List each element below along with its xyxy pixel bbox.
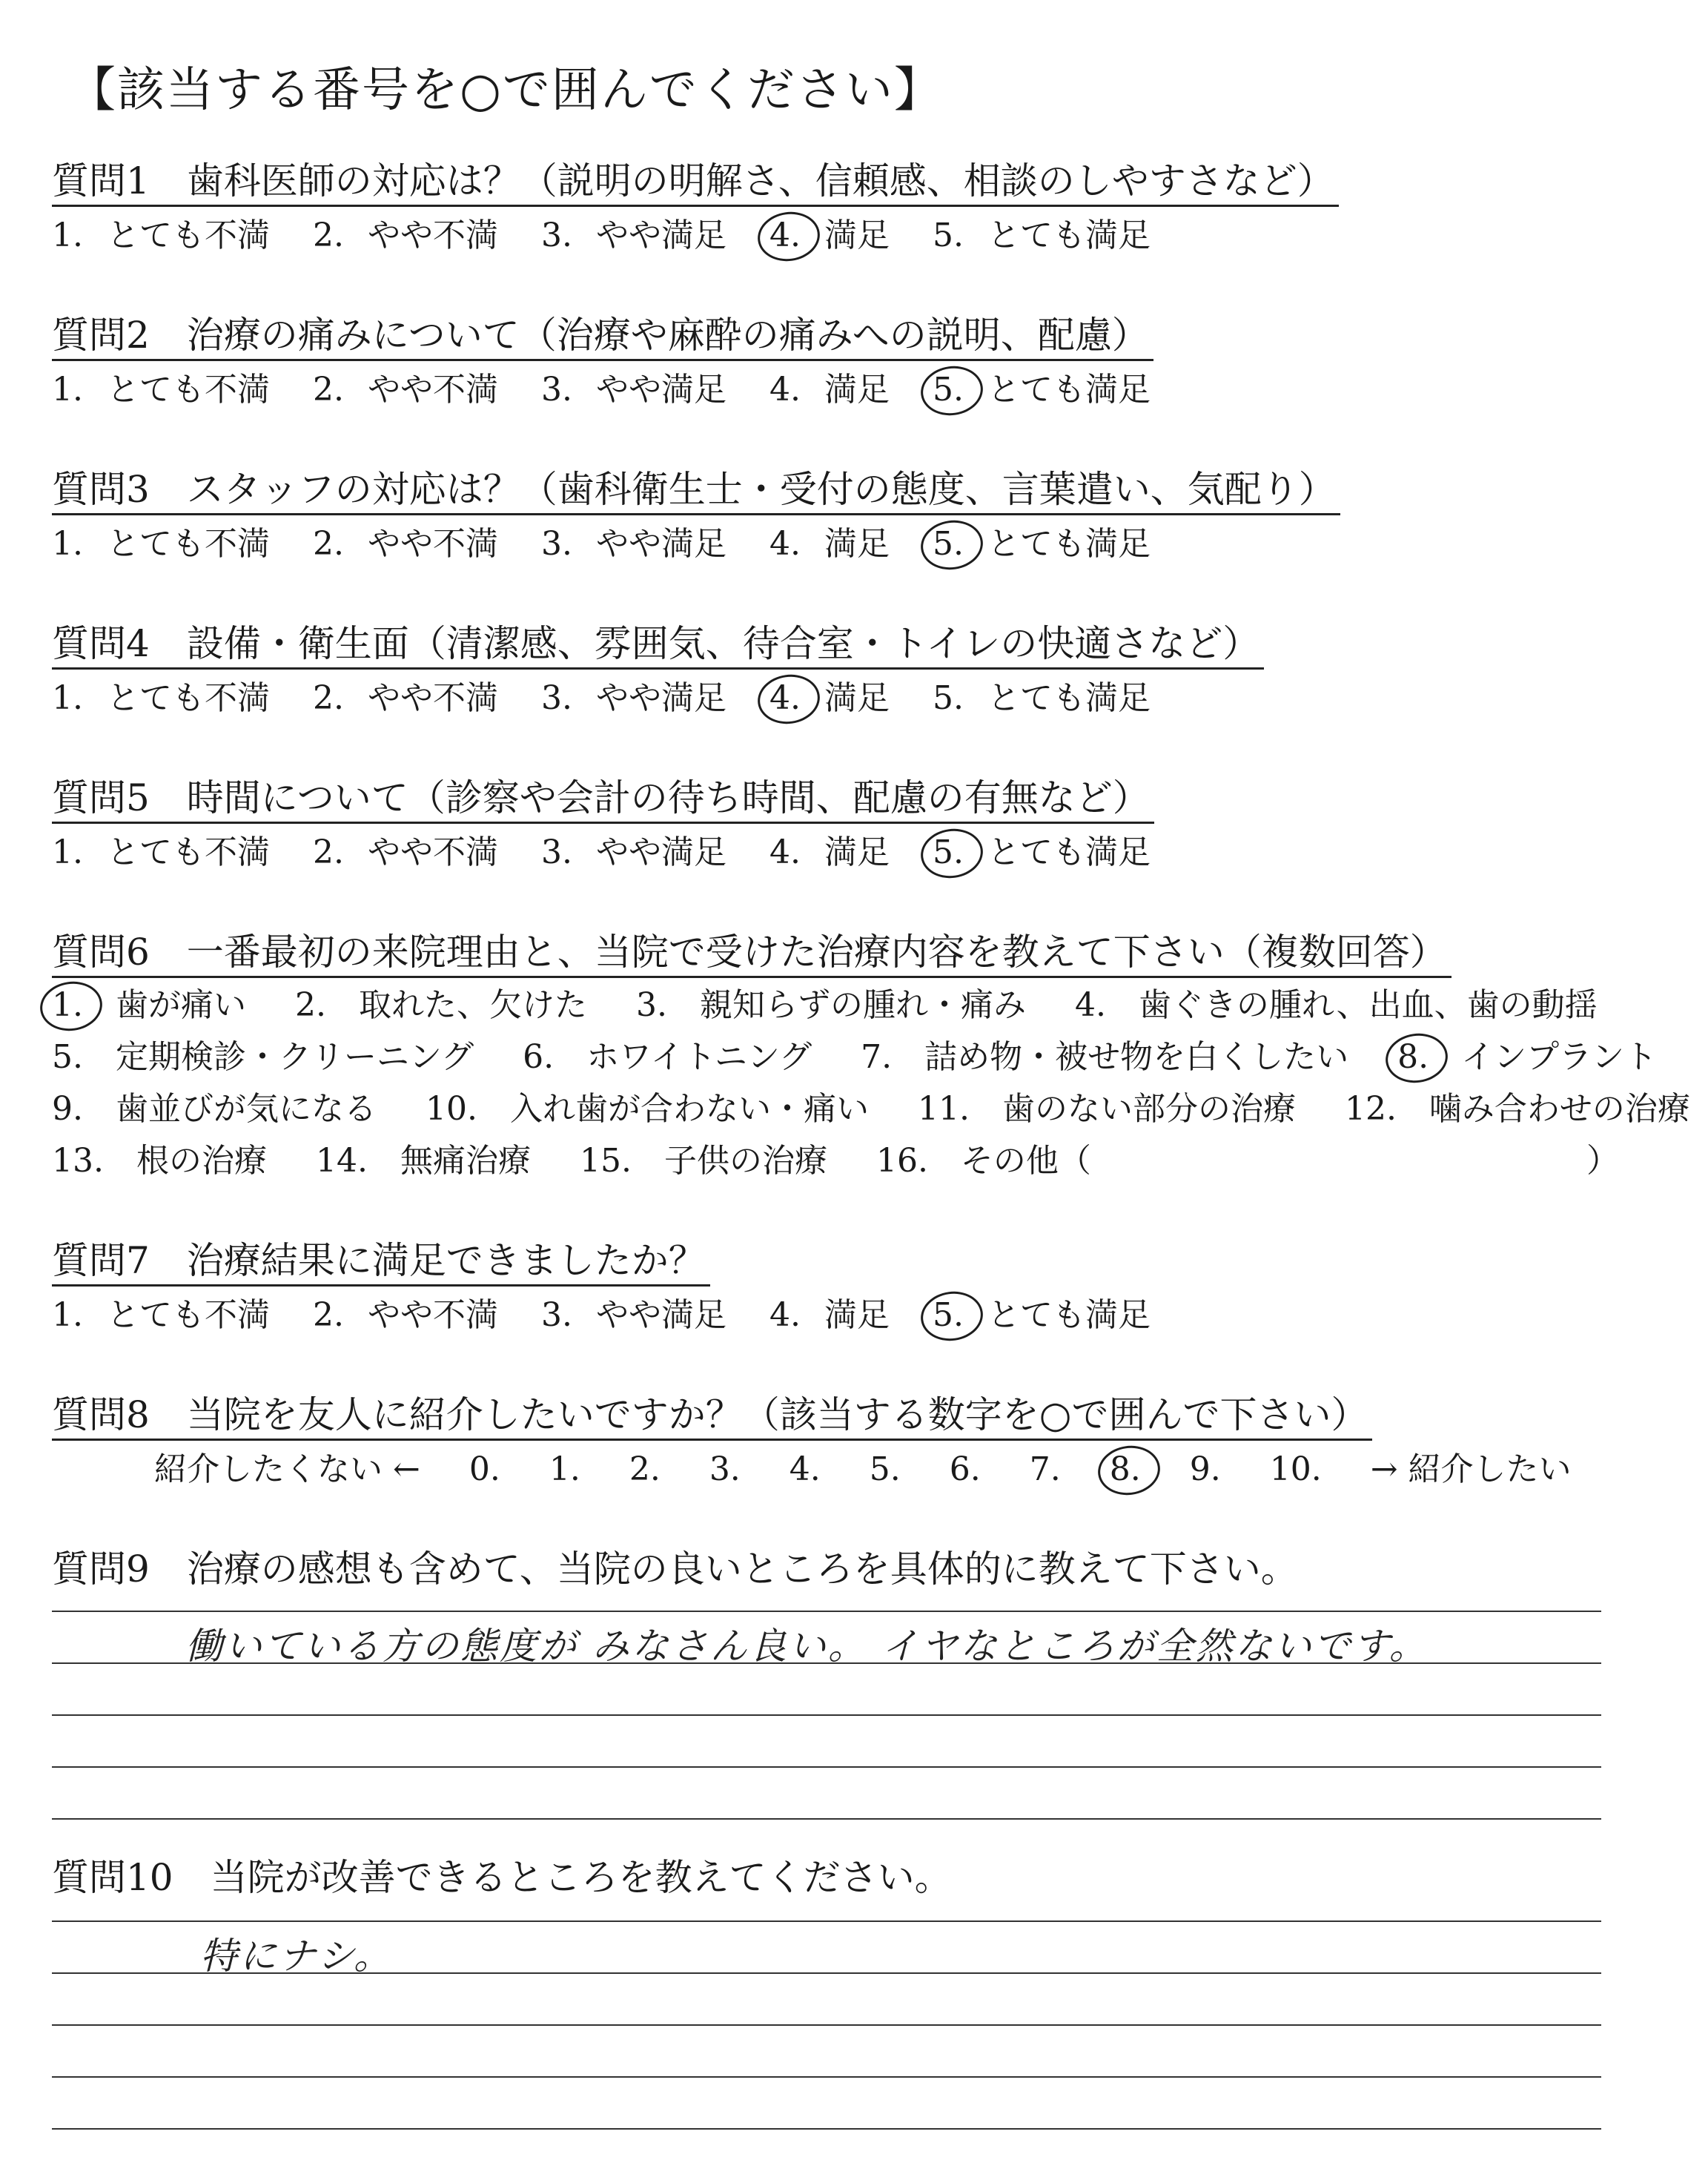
treatment-option-5[interactable]: 5. 定期検診・クリーニング [52, 1038, 474, 1076]
question-7-options [52, 1295, 1183, 1336]
treatment-option-3[interactable]: 3. 親知らずの腫れ・痛み [635, 986, 1026, 1024]
option-5-selected[interactable]: 5. とても満足 [933, 369, 1151, 411]
question-1-options [52, 215, 1183, 257]
option-1[interactable]: 1. とても不満 [52, 833, 270, 871]
treatment-option-2[interactable]: 2. 取れた、欠けた [294, 986, 587, 1024]
option-4[interactable]: 4. 満足 [769, 525, 890, 563]
treatment-option-14[interactable]: 14. 無痛治療 [315, 1142, 531, 1180]
score-9[interactable]: 9. [1189, 1450, 1221, 1488]
score-7[interactable]: 7. [1029, 1450, 1061, 1488]
option-4-selected[interactable]: 4. 満足 [769, 678, 890, 719]
option-3[interactable]: 3. やや満足 [541, 525, 726, 563]
answer-line [52, 1662, 1601, 1664]
treatment-option-1-selected[interactable]: 1. 歯が痛い [52, 985, 246, 1026]
question-8-title: 質問8 当院を友人に紹介したいですか？（該当する数字を○で囲んで下さい） [52, 1391, 1372, 1441]
answer-line [52, 1766, 1601, 1768]
question-2-title: 質問2 治療の痛みについて（治療や麻酔の痛みへの説明、配慮） [52, 311, 1153, 361]
question-6-row-4 [52, 1140, 1130, 1182]
score-3[interactable]: 3. [709, 1450, 741, 1488]
option-5[interactable]: 5. とても満足 [933, 217, 1151, 254]
option-5-selected[interactable]: 5. とても満足 [933, 832, 1151, 873]
answer-line [52, 1818, 1601, 1820]
score-2[interactable]: 2. [629, 1450, 661, 1488]
treatment-option-12[interactable]: 12. 噛み合わせの治療 [1344, 1090, 1690, 1128]
question-7-title: 質問7 治療結果に満足できましたか？ [52, 1237, 710, 1287]
option-1[interactable]: 1. とても不満 [52, 371, 270, 409]
answer-line [52, 1920, 1601, 1922]
answer-line [52, 1972, 1601, 1974]
question-6-row-3 [52, 1089, 1708, 1130]
treatment-option-9[interactable]: 9. 歯並びが気になる [52, 1090, 377, 1128]
question-5-title: 質問5 時間について（診察や会計の待ち時間、配慮の有無など） [52, 774, 1154, 824]
option-1[interactable]: 1. とても不満 [52, 217, 270, 254]
scale-left-label: 紹介したくない ← [154, 1450, 420, 1488]
question-3-title: 質問3 スタッフの対応は？（歯科衛生士・受付の態度、言葉遣い、気配り） [52, 466, 1340, 515]
treatment-option-8-selected[interactable]: 8. インプラント [1397, 1037, 1657, 1078]
recommend-scale [154, 1449, 1610, 1490]
option-3[interactable]: 3. やや満足 [541, 217, 726, 254]
score-8-selected[interactable]: 8. [1110, 1449, 1141, 1490]
option-3[interactable]: 3. やや満足 [541, 371, 726, 409]
question-6-row-1 [52, 985, 1636, 1026]
treatment-option-7[interactable]: 7. 詰め物・被せ物を白くしたい [861, 1038, 1349, 1076]
score-4[interactable]: 4. [789, 1450, 821, 1488]
option-3[interactable]: 3. やや満足 [541, 833, 726, 871]
question-10-answer[interactable]: 特にナシ。 [200, 1935, 393, 1978]
option-4[interactable]: 4. 満足 [769, 1296, 890, 1334]
option-5-selected[interactable]: 5. とても満足 [933, 524, 1151, 565]
option-2[interactable]: 2. やや不満 [313, 525, 498, 563]
question-4-title: 質問4 設備・衛生面（清潔感、雰囲気、待合室・トイレの快適さなど） [52, 620, 1264, 670]
treatment-option-13[interactable]: 13. 根の治療 [52, 1142, 267, 1180]
treatment-option-15[interactable]: 15. 子供の治療 [579, 1142, 827, 1180]
option-1[interactable]: 1. とても不満 [52, 1296, 270, 1334]
option-3[interactable]: 3. やや満足 [541, 679, 726, 717]
other-close-paren: ） [1586, 1142, 1619, 1180]
question-3-options [52, 524, 1183, 565]
scale-right-label: → 紹介したい [1370, 1450, 1572, 1488]
option-1[interactable]: 1. とても不満 [52, 679, 270, 717]
answer-line [52, 1611, 1601, 1612]
option-2[interactable]: 2. やや不満 [313, 1296, 498, 1334]
question-5-options [52, 832, 1183, 873]
answer-line [52, 2024, 1601, 2026]
option-4-selected[interactable]: 4. 満足 [769, 215, 890, 257]
option-5-selected[interactable]: 5. とても満足 [933, 1295, 1151, 1336]
answer-line [52, 2128, 1601, 2130]
question-1-title: 質問1 歯科医師の対応は？（説明の明解さ、信頼感、相談のしやすさなど） [52, 157, 1339, 207]
option-2[interactable]: 2. やや不満 [313, 679, 498, 717]
answer-line [52, 1714, 1601, 1716]
treatment-option-6[interactable]: 6. ホワイトニング [523, 1038, 812, 1076]
answer-line [52, 2076, 1601, 2078]
question-6-row-2 [52, 1037, 1695, 1078]
score-6[interactable]: 6. [949, 1450, 981, 1488]
treatment-option-10[interactable]: 10. 入れ歯が合わない・痛い [425, 1090, 869, 1128]
option-4[interactable]: 4. 満足 [769, 833, 890, 871]
option-1[interactable]: 1. とても不満 [52, 525, 270, 563]
score-1[interactable]: 1. [549, 1450, 580, 1488]
question-6-title: 質問6 一番最初の来院理由と、当院で受けた治療内容を教えて下さい（複数回答） [52, 928, 1452, 978]
option-2[interactable]: 2. やや不満 [313, 371, 498, 409]
question-9-answer[interactable]: 働いている方の態度が みなさん良い。 イヤなところが全然ないです。 [185, 1625, 1429, 1668]
option-2[interactable]: 2. やや不満 [313, 833, 498, 871]
treatment-option-11[interactable]: 11. 歯のない部分の治療 [917, 1090, 1296, 1128]
question-4-options [52, 678, 1183, 719]
score-10[interactable]: 10. [1269, 1450, 1322, 1488]
option-4[interactable]: 4. 満足 [769, 371, 890, 409]
option-5[interactable]: 5. とても満足 [933, 679, 1151, 717]
question-10-title: 質問10 当院が改善できるところを教えてください。 [52, 1856, 952, 1899]
treatment-option-16[interactable]: 16. その他（ [875, 1142, 1091, 1180]
score-0[interactable]: 0. [469, 1450, 500, 1488]
option-3[interactable]: 3. やや満足 [541, 1296, 726, 1334]
page-title: 【該当する番号を○で囲んでください】 [68, 63, 943, 118]
treatment-option-4[interactable]: 4. 歯ぐきの腫れ、出血、歯の動揺 [1074, 986, 1598, 1024]
score-5[interactable]: 5. [869, 1450, 901, 1488]
question-9-title: 質問9 治療の感想も含めて、当院の良いところを具体的に教えて下さい。 [52, 1548, 1298, 1591]
question-2-options [52, 369, 1183, 411]
option-2[interactable]: 2. やや不満 [313, 217, 498, 254]
